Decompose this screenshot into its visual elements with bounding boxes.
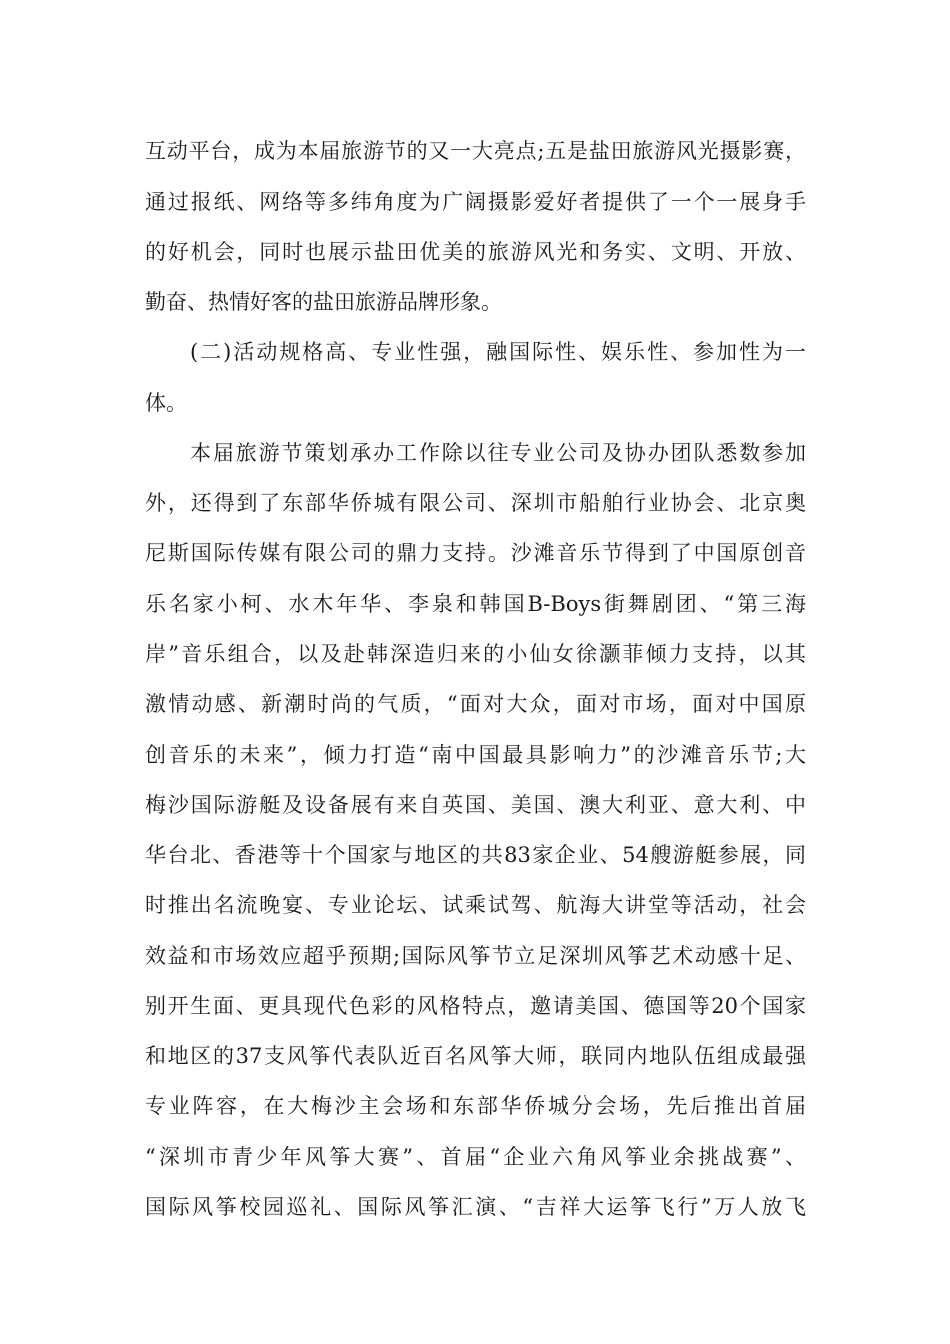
text-line — [0, 1086, 950, 1126]
text-line — [0, 433, 950, 473]
text-line-content: 时推出名流晚宴、专业论坛、试乘试驾、航海大讲堂等活动，社会 — [145, 893, 806, 917]
text-line — [0, 986, 950, 1026]
text-line — [0, 634, 950, 674]
text-line — [0, 885, 950, 925]
text-line — [0, 785, 950, 825]
text-line — [0, 1137, 950, 1177]
text-line-content: 国际风筝校园巡礼、国际风筝汇演、“吉祥大运筝飞行”万人放飞 — [145, 1195, 806, 1219]
text-line-content: 乐名家小柯、水木年华、李泉和韩国B-Boys街舞剧团、“第三海 — [145, 592, 806, 616]
text-line-content: 通过报纸、网络等多纬角度为广阔摄影爱好者提供了一个一展身手 — [145, 190, 806, 214]
text-line — [0, 835, 950, 875]
text-line-content: 外，还得到了东部华侨城有限公司、深圳市船舶行业协会、北京奥 — [145, 491, 806, 515]
text-line-content: 岸”音乐组合，以及赴韩深造归来的小仙女徐灏菲倾力支持，以其 — [145, 642, 806, 666]
text-line-content: (二)活动规格高、专业性强，融国际性、娱乐性、参加性为一 — [190, 340, 806, 364]
text-line — [0, 735, 950, 775]
text-line — [0, 483, 950, 523]
text-line-content: 体。 — [145, 391, 187, 415]
text-line-content: 激情动感、新潮时尚的气质，“面对大众，面对市场，面对中国原 — [145, 692, 806, 716]
text-line-content: 本届旅游节策划承办工作除以往专业公司及协办团队悉数参加 — [190, 441, 806, 465]
text-line-content: 勤奋、热情好客的盐田旅游品牌形象。 — [145, 290, 502, 314]
text-line — [0, 282, 950, 322]
text-line-content: 和地区的37支风筝代表队近百名风筝大师，联同内地队伍组成最强 — [145, 1044, 806, 1068]
text-line-content: 华台北、香港等十个国家与地区的共83家企业、54艘游艇参展，同 — [145, 843, 806, 867]
text-line — [0, 533, 950, 573]
text-line — [0, 131, 950, 171]
text-line-content: 别开生面、更具现代色彩的风格特点，邀请美国、德国等20个国家 — [145, 994, 806, 1018]
text-line-content: 尼斯国际传媒有限公司的鼎力支持。沙滩音乐节得到了中国原创音 — [145, 541, 806, 565]
text-line-content: “深圳市青少年风筝大赛”、首届“企业六角风筝业余挑战赛”、 — [145, 1145, 806, 1169]
text-line — [0, 584, 950, 624]
section-heading — [0, 383, 950, 423]
text-line — [0, 182, 950, 222]
text-line — [0, 684, 950, 724]
text-line-content: 的好机会，同时也展示盐田优美的旅游风光和务实、文明、开放、 — [145, 240, 806, 264]
text-line-content: 梅沙国际游艇及设备展有来自英国、美国、澳大利亚、意大利、中 — [145, 793, 806, 817]
text-line — [0, 1036, 950, 1076]
text-line — [0, 1187, 950, 1227]
text-line-content: 创音乐的未来”，倾力打造“南中国最具影响力”的沙滩音乐节;大 — [145, 743, 806, 767]
text-line-content: 专业阵容，在大梅沙主会场和东部华侨城分会场，先后推出首届 — [145, 1094, 806, 1118]
text-line-content: 效益和市场效应超乎预期;国际风筝节立足深圳风筝艺术动感十足、 — [145, 944, 806, 968]
text-line — [0, 232, 950, 272]
section-heading — [0, 332, 950, 372]
text-line — [0, 936, 950, 976]
text-line-content: 互动平台，成为本届旅游节的又一大亮点;五是盐田旅游风光摄影赛， — [145, 139, 806, 163]
